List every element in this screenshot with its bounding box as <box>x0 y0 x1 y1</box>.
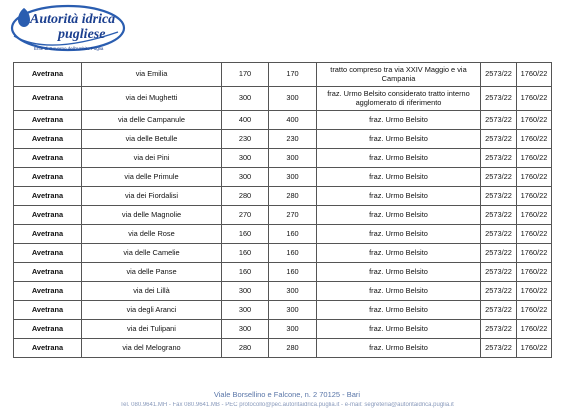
ref-cell: 1760/22 <box>517 225 552 244</box>
length-total-cell: 270 <box>269 206 317 225</box>
length-total-cell: 160 <box>269 244 317 263</box>
protocol-cell: 2573/22 <box>481 339 517 358</box>
note-cell: fraz. Urmo Belsito <box>317 206 481 225</box>
length-cell: 300 <box>222 87 269 111</box>
table-row <box>14 206 552 225</box>
footer-contacts: Tel. 080.9641.MH - Fax 080.9641.MB - PEC protocollo@pec.autoritaidrica.puglia.it - e-mail: segreteria@autoritaidrica.puglia.it <box>120 402 454 408</box>
ref-cell: 1760/22 <box>517 187 552 206</box>
length-cell: 280 <box>222 339 269 358</box>
comune-cell: Avetrana <box>14 301 82 320</box>
note-cell: fraz. Urmo Belsito <box>317 301 481 320</box>
length-total-cell: 160 <box>269 225 317 244</box>
length-cell: 400 <box>222 111 269 130</box>
protocol-cell: 2573/22 <box>481 130 517 149</box>
street-cell: via dei Tulipani <box>82 320 222 339</box>
note-cell: fraz. Urmo Belsito <box>317 225 481 244</box>
length-cell: 160 <box>222 225 269 244</box>
protocol-cell: 2573/22 <box>481 320 517 339</box>
note-cell: fraz. Urmo Belsito <box>317 149 481 168</box>
length-cell: 300 <box>222 149 269 168</box>
street-cell: via dei Lillà <box>82 282 222 301</box>
table-body <box>14 63 552 358</box>
street-cell: via delle Magnolie <box>82 206 222 225</box>
protocol-cell: 2573/22 <box>481 301 517 320</box>
ref-cell: 1760/22 <box>517 130 552 149</box>
comune-cell: Avetrana <box>14 149 82 168</box>
comune-cell: Avetrana <box>14 263 82 282</box>
length-total-cell: 400 <box>269 111 317 130</box>
street-cell: via del Melograno <box>82 339 222 358</box>
protocol-cell: 2573/22 <box>481 87 517 111</box>
note-cell: fraz. Urmo Belsito <box>317 320 481 339</box>
table-row <box>14 130 552 149</box>
comune-cell: Avetrana <box>14 87 82 111</box>
note-cell: fraz. Urmo Belsito considerato tratto interno agglomerato di riferimento <box>317 87 481 111</box>
aip-logo <box>8 2 126 58</box>
table-row <box>14 225 552 244</box>
note-cell: fraz. Urmo Belsito <box>317 187 481 206</box>
length-total-cell: 170 <box>269 63 317 87</box>
table-row <box>14 301 552 320</box>
table-row <box>14 111 552 130</box>
note-cell: fraz. Urmo Belsito <box>317 282 481 301</box>
street-cell: via Emilia <box>82 63 222 87</box>
ref-cell: 1760/22 <box>517 63 552 87</box>
comune-cell: Avetrana <box>14 111 82 130</box>
street-cell: via delle Campanule <box>82 111 222 130</box>
length-total-cell: 230 <box>269 130 317 149</box>
comune-cell: Avetrana <box>14 320 82 339</box>
protocol-cell: 2573/22 <box>481 225 517 244</box>
comune-cell: Avetrana <box>14 244 82 263</box>
streets-table <box>13 62 552 358</box>
table-row <box>14 244 552 263</box>
protocol-cell: 2573/22 <box>481 187 517 206</box>
street-cell: via dei Fiordalisi <box>82 187 222 206</box>
protocol-cell: 2573/22 <box>481 206 517 225</box>
length-cell: 270 <box>222 206 269 225</box>
length-total-cell: 300 <box>269 320 317 339</box>
note-cell: fraz. Urmo Belsito <box>317 130 481 149</box>
street-cell: via delle Panse <box>82 263 222 282</box>
table-row <box>14 187 552 206</box>
table-row <box>14 339 552 358</box>
length-total-cell: 300 <box>269 301 317 320</box>
street-cell: via delle Betulle <box>82 130 222 149</box>
comune-cell: Avetrana <box>14 339 82 358</box>
ref-cell: 1760/22 <box>517 206 552 225</box>
ref-cell: 1760/22 <box>517 339 552 358</box>
ref-cell: 1760/22 <box>517 244 552 263</box>
table-row <box>14 320 552 339</box>
length-cell: 170 <box>222 63 269 87</box>
street-cell: via delle Rose <box>82 225 222 244</box>
comune-cell: Avetrana <box>14 282 82 301</box>
comune-cell: Avetrana <box>14 206 82 225</box>
length-cell: 300 <box>222 282 269 301</box>
comune-cell: Avetrana <box>14 168 82 187</box>
protocol-cell: 2573/22 <box>481 244 517 263</box>
length-total-cell: 280 <box>269 339 317 358</box>
note-cell: fraz. Urmo Belsito <box>317 339 481 358</box>
table-row <box>14 263 552 282</box>
note-cell: fraz. Urmo Belsito <box>317 263 481 282</box>
street-cell: via dei Mughetti <box>82 87 222 111</box>
ref-cell: 1760/22 <box>517 149 552 168</box>
comune-cell: Avetrana <box>14 225 82 244</box>
ref-cell: 1760/22 <box>517 111 552 130</box>
table-row <box>14 282 552 301</box>
ref-cell: 1760/22 <box>517 263 552 282</box>
protocol-cell: 2573/22 <box>481 263 517 282</box>
table-row <box>14 87 552 111</box>
document-header <box>0 0 574 62</box>
length-total-cell: 300 <box>269 87 317 111</box>
length-total-cell: 160 <box>269 263 317 282</box>
ref-cell: 1760/22 <box>517 168 552 187</box>
protocol-cell: 2573/22 <box>481 282 517 301</box>
protocol-cell: 2573/22 <box>481 149 517 168</box>
table-row <box>14 149 552 168</box>
street-cell: via dei Pini <box>82 149 222 168</box>
comune-cell: Avetrana <box>14 130 82 149</box>
street-cell: via delle Primule <box>82 168 222 187</box>
length-total-cell: 300 <box>269 149 317 168</box>
street-cell: via delle Camelie <box>82 244 222 263</box>
length-cell: 230 <box>222 130 269 149</box>
length-total-cell: 300 <box>269 168 317 187</box>
ref-cell: 1760/22 <box>517 87 552 111</box>
protocol-cell: 2573/22 <box>481 111 517 130</box>
street-cell: via degli Aranci <box>82 301 222 320</box>
ref-cell: 1760/22 <box>517 282 552 301</box>
length-cell: 300 <box>222 301 269 320</box>
table-row <box>14 63 552 87</box>
ref-cell: 1760/22 <box>517 301 552 320</box>
note-cell: fraz. Urmo Belsito <box>317 244 481 263</box>
ref-cell: 1760/22 <box>517 320 552 339</box>
protocol-cell: 2573/22 <box>481 168 517 187</box>
note-cell: fraz. Urmo Belsito <box>317 168 481 187</box>
protocol-cell: 2573/22 <box>481 63 517 87</box>
length-cell: 300 <box>222 320 269 339</box>
logo-tagline: Ente di Governo dell'Ambito Puglia <box>34 46 104 51</box>
logo-subtitle: pugliese <box>58 27 106 42</box>
comune-cell: Avetrana <box>14 63 82 87</box>
length-cell: 160 <box>222 244 269 263</box>
length-cell: 280 <box>222 187 269 206</box>
note-cell: tratto compreso tra via XXIV Maggio e via Campania <box>317 63 481 87</box>
note-cell: fraz. Urmo Belsito <box>317 111 481 130</box>
length-cell: 160 <box>222 263 269 282</box>
table-row <box>14 168 552 187</box>
length-total-cell: 300 <box>269 282 317 301</box>
footer-address: Viale Borsellino e Falcone, n. 2 70125 - Bari <box>213 390 361 399</box>
logo-title: Autorità idrica <box>30 12 116 27</box>
comune-cell: Avetrana <box>14 187 82 206</box>
length-total-cell: 280 <box>269 187 317 206</box>
length-cell: 300 <box>222 168 269 187</box>
